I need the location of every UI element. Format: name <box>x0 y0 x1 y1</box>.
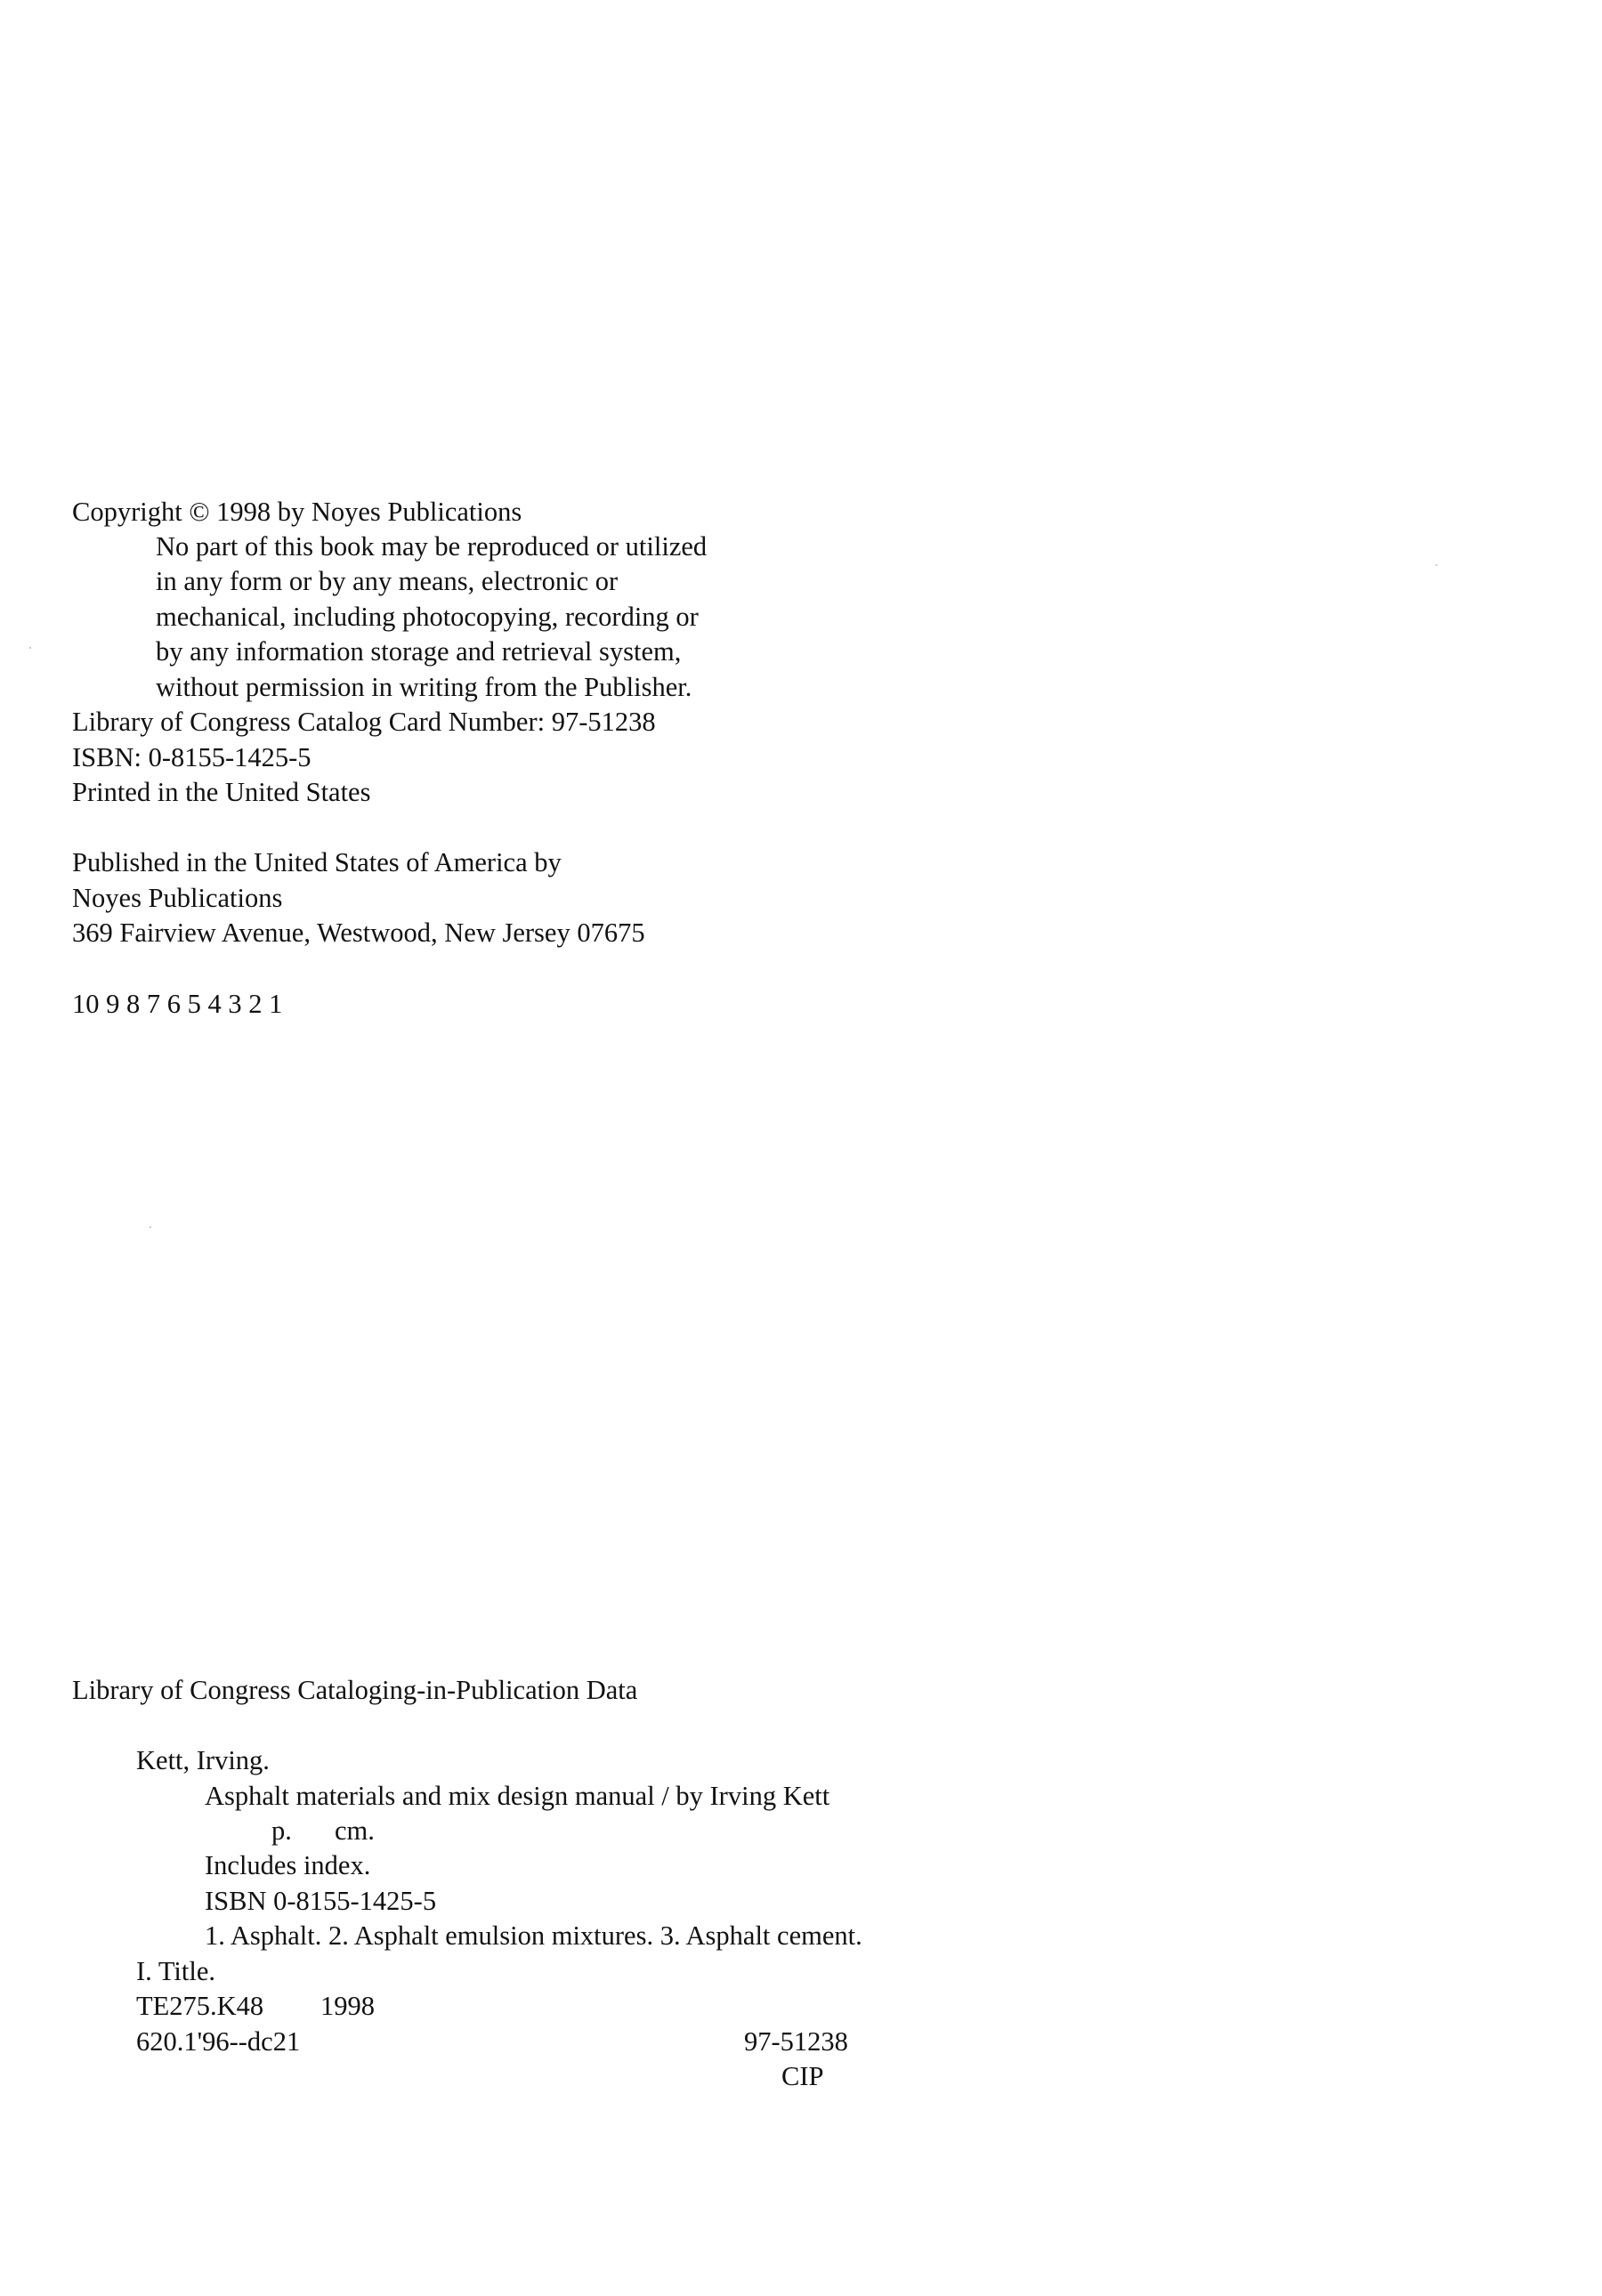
isbn-line: ISBN: 0-8155-1425-5 <box>72 742 312 772</box>
copyright-line: Copyright © 1998 by Noyes Publications <box>72 497 522 527</box>
scan-speck <box>150 1226 151 1228</box>
cip-lc-class: TE275.K48 <box>136 1991 264 2021</box>
cip-lccn: 97-51238 <box>744 2026 848 2057</box>
scan-speck <box>29 647 31 649</box>
cip-size: cm. <box>335 1815 375 1846</box>
cip-title-entry: I. Title. <box>136 1956 215 1986</box>
cip-subjects: 1. Asphalt. 2. Asphalt emulsion mixtures. 3. Asphalt cement. <box>205 1920 862 1951</box>
cip-index: Includes index. <box>205 1850 371 1880</box>
printed-line: Printed in the United States <box>72 777 371 807</box>
cip-label: CIP <box>781 2061 824 2091</box>
rights-line: mechanical, including photocopying, recording or <box>156 602 699 632</box>
rights-line: by any information storage and retrieval system, <box>156 636 682 667</box>
rights-line: No part of this book may be reproduced or utilized <box>156 531 708 562</box>
cip-pages: p. <box>271 1815 292 1846</box>
publisher-address: 369 Fairview Avenue, Westwood, New Jersey 07675 <box>72 918 645 948</box>
print-line: 10 9 8 7 6 5 4 3 2 1 <box>72 989 283 1019</box>
rights-line: in any form or by any means, electronic or <box>156 566 619 596</box>
published-by-line: Published in the United States of America by <box>72 847 562 877</box>
cip-heading: Library of Congress Cataloging-in-Publication Data <box>72 1675 638 1705</box>
cip-title: Asphalt materials and mix design manual / by Irving Kett <box>205 1781 830 1811</box>
cip-author: Kett, Irving. <box>136 1745 270 1775</box>
cip-isbn: ISBN 0-8155-1425-5 <box>205 1886 437 1916</box>
cip-lc-year: 1998 <box>320 1991 375 2021</box>
lccn-line: Library of Congress Catalog Card Number: 97-51238 <box>72 707 656 737</box>
scan-speck <box>1436 564 1437 566</box>
cip-dewey: 620.1'96--dc21 <box>136 2026 301 2057</box>
rights-line: without permission in writing from the Publisher. <box>156 672 692 702</box>
publisher-name: Noyes Publications <box>72 883 283 913</box>
